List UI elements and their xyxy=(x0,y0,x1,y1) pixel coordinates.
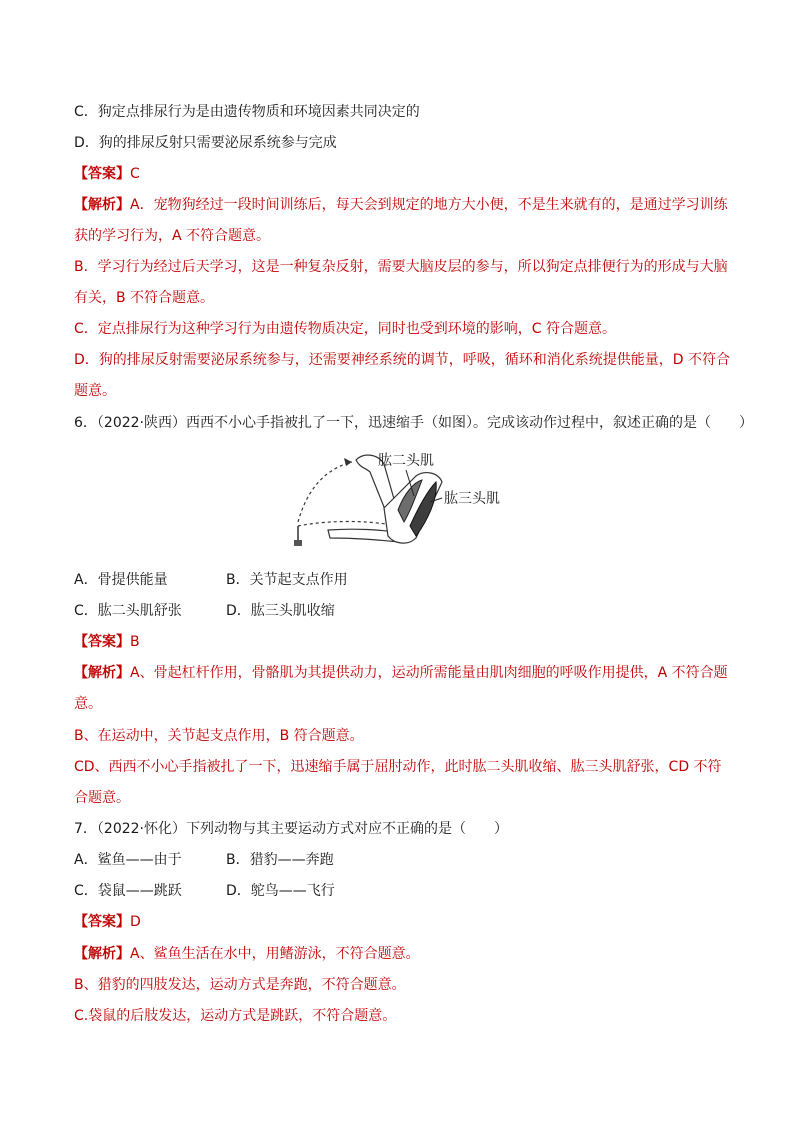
q7-option-b: B．猎豹——奔跑 xyxy=(226,852,334,868)
q7-option-a: A．鲨鱼——由于 xyxy=(74,852,182,868)
q6-analysis-a-line1 xyxy=(74,663,728,683)
q5-analysis-c: C．定点排尿行为这种学习行为由遗传物质决定，同时也受到环境的影响，C 符合题意。 xyxy=(74,321,616,337)
arm-muscle-figure xyxy=(288,446,518,558)
answer-tag: 【答案】 xyxy=(74,166,130,182)
analysis-tag: 【解析】 xyxy=(74,665,130,681)
motion-path-lower xyxy=(298,522,398,527)
upper-arm xyxy=(384,473,442,543)
q6-analysis-a-line2: 意。 xyxy=(74,696,102,712)
q7-analysis-b: B、猎豹的四肢发达，运动方式是奔跑，不符合题意。 xyxy=(74,977,406,993)
q5-analysis-d-line1: D．狗的排尿反射需要泌尿系统参与，还需要神经系统的调节，呼吸，循环和消化系统提供能量，D 不符合 xyxy=(74,352,731,368)
q6-option-b: B．关节起支点作用 xyxy=(226,572,348,588)
q7-analysis-c: C.袋鼠的后肢发达，运动方式是跳跃，不符合题意。 xyxy=(74,1008,397,1024)
q5-option-d: D．狗的排尿反射只需要泌尿系统参与完成 xyxy=(74,135,337,151)
q7-option-d: D．鸵鸟——飞行 xyxy=(226,883,335,899)
analysis-text: A．宠物狗经过一段时间训练后，每天会到规定的地方大小便，不是生来就有的，是通过学习训练 xyxy=(130,197,728,213)
q5-option-c: C．狗定点排尿行为是由遗传物质和环境因素共同决定的 xyxy=(74,104,420,120)
answer-value: B xyxy=(130,634,140,650)
q5-analysis-b-line2: 有关，B 不符合题意。 xyxy=(74,290,215,306)
q5-analysis-d-line2: 题意。 xyxy=(74,383,116,399)
q5-analysis-a-line2: 获的学习行为，A 不符合题意。 xyxy=(74,228,271,244)
answer-value: C xyxy=(130,166,140,182)
q6-answer xyxy=(74,632,140,652)
label-triceps: 肱三头肌 xyxy=(444,491,500,507)
q7-answer xyxy=(74,912,141,932)
motion-arrow-head xyxy=(344,458,352,466)
answer-tag: 【答案】 xyxy=(74,634,130,650)
analysis-tag: 【解析】 xyxy=(74,197,130,213)
label-biceps: 肱二头肌 xyxy=(378,453,434,469)
motion-path-upper xyxy=(298,462,352,522)
q6-option-d: D．肱三头肌收缩 xyxy=(226,603,335,619)
q7-option-c: C．袋鼠——跳跃 xyxy=(74,883,182,899)
q6-analysis-cd-line2: 合题意。 xyxy=(74,790,130,806)
q6-option-c: C．肱二头肌舒张 xyxy=(74,603,182,619)
q5-answer xyxy=(74,164,140,184)
answer-value: D xyxy=(130,914,141,930)
analysis-text: A、骨起杠杆作用，骨骼肌为其提供动力，运动所需能量由肌肉细胞的呼吸作用提供，A 不符合题 xyxy=(130,665,728,681)
q6-analysis-b: B、在运动中，关节起支点作用，B 符合题意。 xyxy=(74,728,364,744)
q6-analysis-cd-line1: CD、西西不小心手指被扎了一下，迅速缩手属于屈肘动作，此时肱二头肌收缩、肱三头肌舒张，CD 不符 xyxy=(74,759,722,775)
q7-analysis-a xyxy=(74,944,420,964)
q5-analysis-a-line1 xyxy=(74,195,728,215)
q6-option-a: A．骨提供能量 xyxy=(74,572,168,588)
q7-stem: 7．（2022·怀化）下列动物与其主要运动方式对应不正确的是（ ） xyxy=(74,821,508,837)
answer-tag: 【答案】 xyxy=(74,914,130,930)
pin-head-icon xyxy=(294,540,302,546)
analysis-text: A、鲨鱼生活在水中，用鳍游泳，不符合题意。 xyxy=(130,946,420,962)
analysis-tag: 【解析】 xyxy=(74,946,130,962)
q5-analysis-b-line1: B．学习行为经过后天学习，这是一种复杂反射，需要大脑皮层的参与，所以狗定点排便行为的形成与大脑 xyxy=(74,259,728,275)
q6-stem: 6．（2022·陕西）西西不小心手指被扎了一下，迅速缩手（如图）。完成该动作过程中，叙述正确的是（ ） xyxy=(74,415,753,431)
